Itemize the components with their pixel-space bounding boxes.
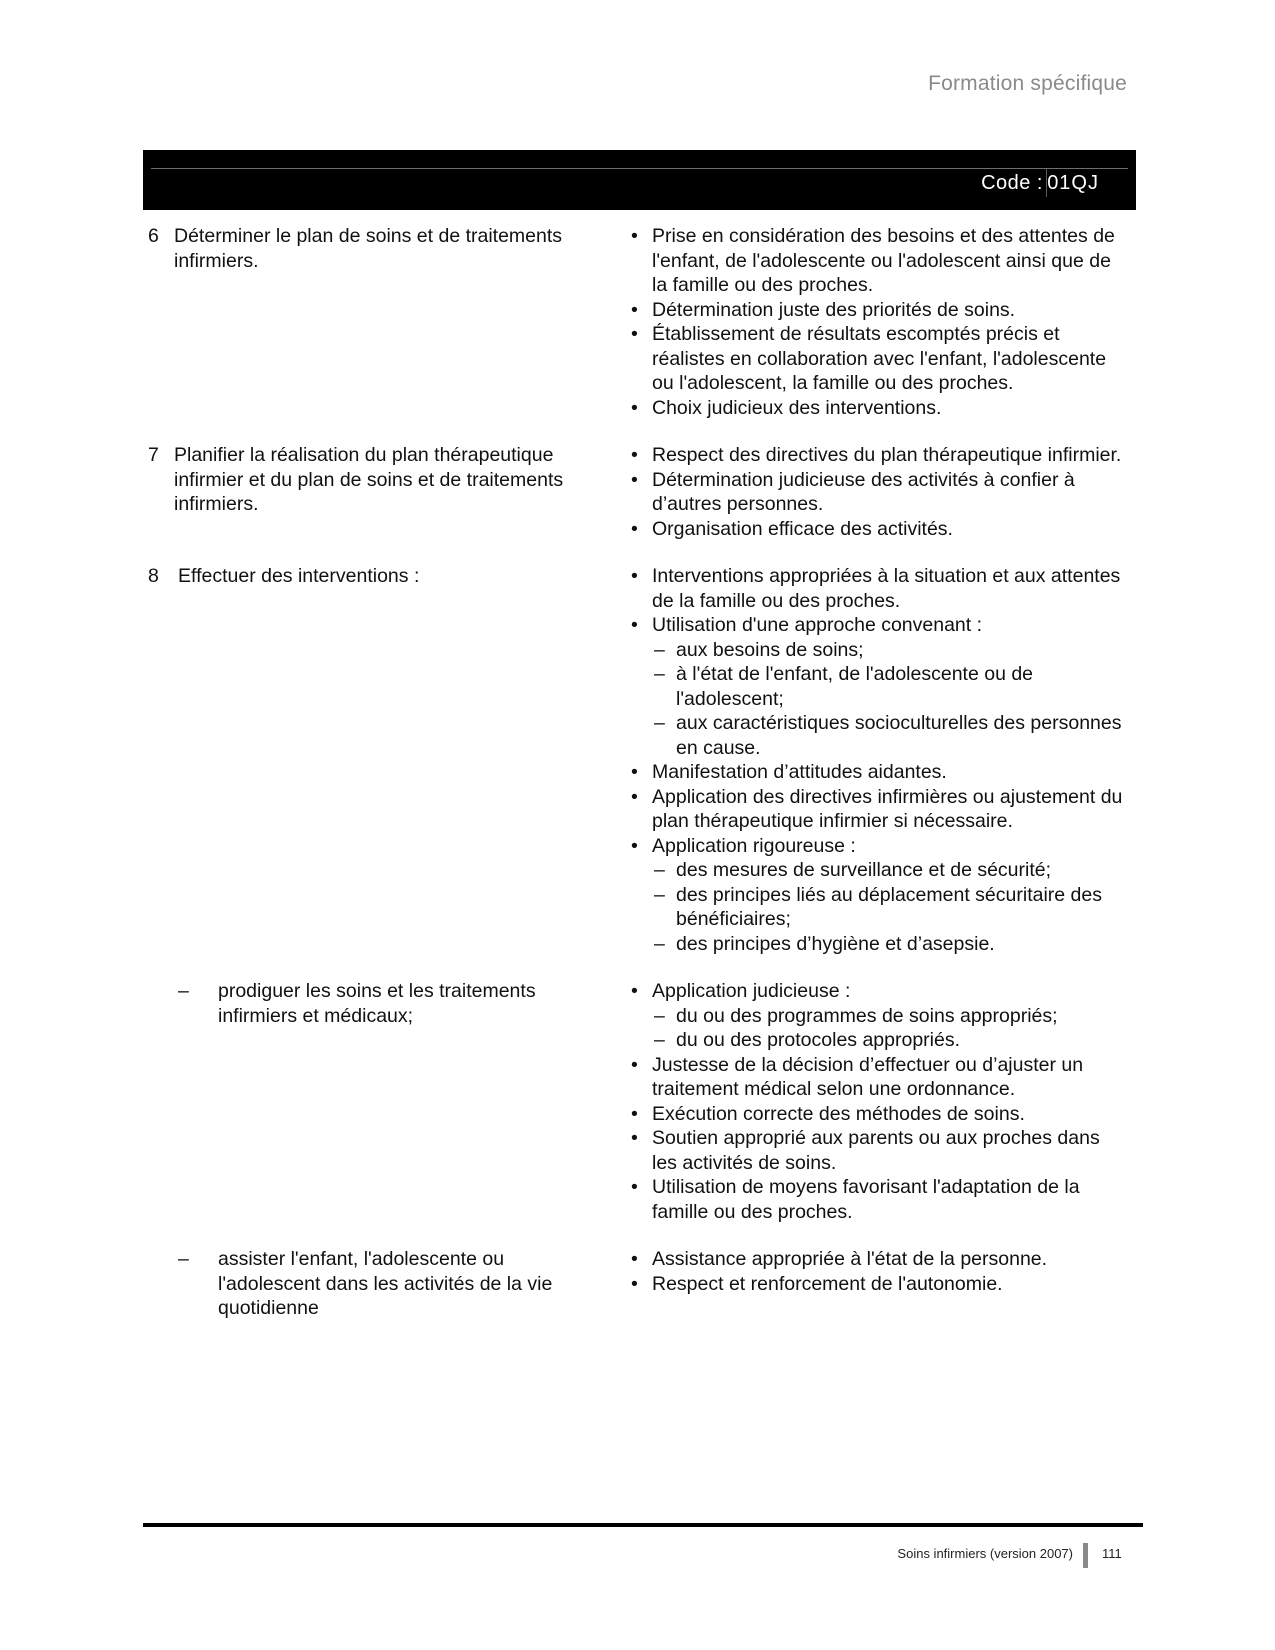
table-row [148, 443, 1128, 541]
sub-criteria-list [652, 638, 1128, 761]
sub-element-text: prodiguer les soins et les traitements infirmiers et médicaux; [218, 980, 536, 1027]
element-cell [148, 979, 628, 1224]
criterion: • Application des directives infirmières ou ajustement du plan thérapeutique infirmier si nécessaire. [628, 785, 1128, 834]
criterion: • Manifestation d’attitudes aidantes. [628, 760, 1128, 785]
sub-criterion: – aux caractéristiques socioculturelles des personnes en cause. [652, 711, 1128, 760]
sub-criteria-list [652, 858, 1128, 956]
criterion: • Choix judicieux des interventions. [628, 396, 1128, 421]
criterion: • Justesse de la décision d’effectuer ou d’ajuster un traitement médical selon une ordonnance. [628, 1053, 1128, 1102]
footer-document-title: Soins infirmiers (version 2007) [897, 1546, 1073, 1561]
code-bar [143, 150, 1136, 210]
criterion: • Soutien approprié aux parents ou aux proches dans les activités de soins. [628, 1126, 1128, 1175]
element-item [148, 224, 628, 273]
criterion: • Utilisation de moyens favorisant l'adaptation de la famille ou des proches. [628, 1175, 1128, 1224]
code-bar-rule [151, 168, 1128, 169]
competency-table [148, 224, 1128, 1344]
element-number: 7 [148, 444, 159, 466]
criteria-cell [628, 979, 1128, 1224]
element-number: 6 [148, 225, 159, 247]
criterion: • Exécution correcte des méthodes de soins. [628, 1102, 1128, 1127]
running-header: Formation spécifique [928, 72, 1127, 95]
footer-separator [1083, 1543, 1088, 1568]
criterion-with-subitems [628, 834, 1128, 957]
element-cell [148, 1247, 628, 1321]
table-row [148, 564, 1128, 956]
dash-marker: – [178, 980, 189, 1002]
criterion: • Respect des directives du plan thérapeutique infirmier. [628, 443, 1128, 468]
criteria-cell [628, 1247, 1128, 1321]
criterion-text: Application rigoureuse : [652, 834, 856, 857]
dash-marker: – [178, 1248, 189, 1270]
sub-criterion: – à l'état de l'enfant, de l'adolescente ou de l'adolescent; [652, 662, 1128, 711]
sub-element-text: assister l'enfant, l'adolescente ou l'adolescent dans les activités de la vie quotidienne [218, 1248, 553, 1319]
element-cell [148, 443, 628, 541]
sub-criterion: – des principes d’hygiène et d’asepsie. [652, 932, 1128, 957]
table-row [148, 1247, 1128, 1321]
code-label: Code : [981, 172, 1043, 194]
criteria-list [628, 224, 1128, 420]
sub-element-item [148, 1247, 628, 1321]
element-number: 8 [148, 565, 159, 587]
sub-criterion: – des mesures de surveillance et de sécurité; [652, 858, 1128, 883]
element-cell [148, 224, 628, 420]
criteria-cell [628, 564, 1128, 956]
criteria-cell [628, 443, 1128, 541]
sub-criterion: – aux besoins de soins; [652, 638, 1128, 663]
criterion-with-subitems [628, 979, 1128, 1053]
sub-criterion: – des principes liés au déplacement sécuritaire des bénéficiaires; [652, 883, 1128, 932]
criteria-list [628, 443, 1128, 541]
element-item [148, 564, 628, 589]
criterion: • Organisation efficace des activités. [628, 517, 1128, 542]
criterion-text: Application judicieuse : [652, 980, 851, 1002]
page-number: 111 [1102, 1546, 1122, 1561]
criterion: • Détermination juste des priorités de soins. [628, 298, 1128, 323]
criterion-text: Utilisation d'une approche convenant : [652, 614, 983, 636]
table-row [148, 979, 1128, 1224]
sub-criterion: – du ou des protocoles appropriés. [652, 1028, 1128, 1053]
criteria-list [628, 979, 1128, 1224]
element-text: Déterminer le plan de soins et de traitements infirmiers. [174, 225, 563, 272]
criteria-list [628, 564, 1128, 956]
element-text: Effectuer des interventions : [178, 565, 420, 587]
criterion: • Détermination judicieuse des activités à confier à d’autres personnes. [628, 468, 1128, 517]
criterion: • Respect et renforcement de l'autonomie. [628, 1272, 1128, 1297]
criterion: • Interventions appropriées à la situation et aux attentes de la famille ou des proches. [628, 564, 1128, 613]
code-value: 01QJ [1047, 172, 1099, 194]
sub-element-item [148, 979, 628, 1028]
element-text: Planifier la réalisation du plan thérapeutique infirmier et du plan de soins et de traitements infirmiers. [174, 444, 564, 515]
criterion: • Assistance appropriée à l'état de la personne. [628, 1247, 1128, 1272]
criterion: • Établissement de résultats escomptés précis et réalistes en collaboration avec l'enfant, l'adolescente ou l'adolescent, la famille ou des proches. [628, 322, 1128, 396]
criteria-cell [628, 224, 1128, 420]
sub-criterion: – du ou des programmes de soins appropriés; [652, 1004, 1128, 1029]
element-item [148, 443, 628, 517]
element-cell [148, 564, 628, 956]
criterion-with-subitems [628, 613, 1128, 760]
footer-rule [143, 1523, 1143, 1527]
table-row [148, 224, 1128, 420]
criterion: • Prise en considération des besoins et des attentes de l'enfant, de l'adolescente ou l'adolescent ainsi que de la famille ou des proches. [628, 224, 1128, 298]
criteria-list [628, 1247, 1128, 1296]
sub-criteria-list [652, 1004, 1128, 1053]
